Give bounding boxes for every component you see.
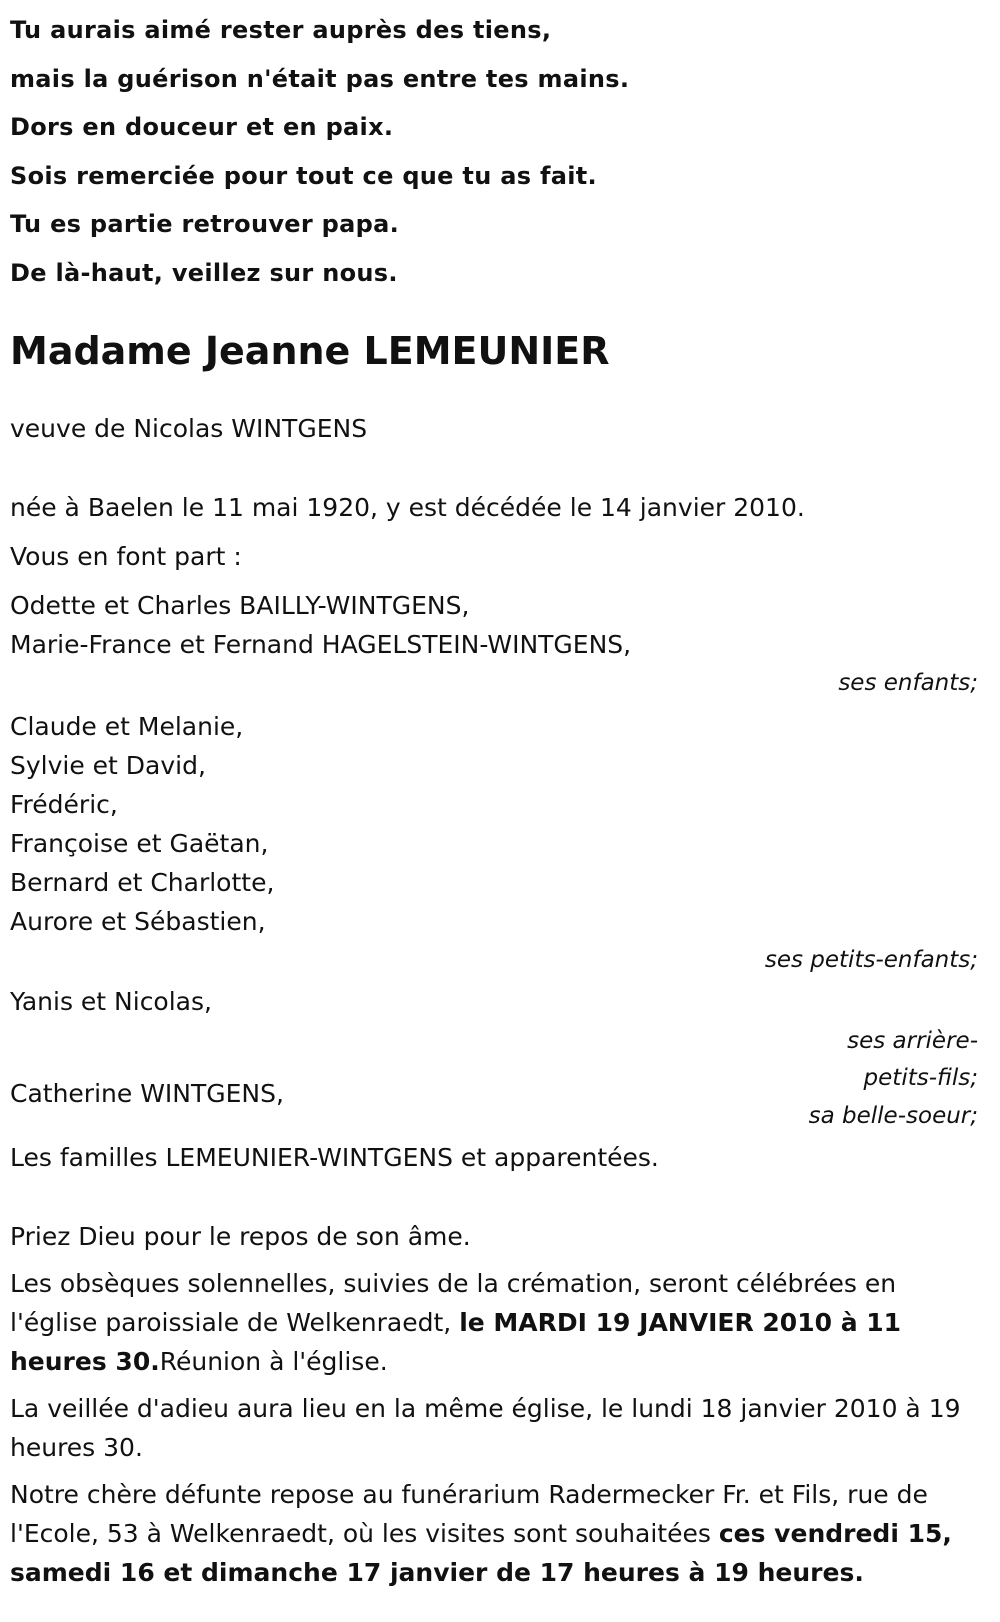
poem-line: Tu es partie retrouver papa. <box>10 210 400 238</box>
sister-in-law-role: sa belle-soeur; <box>808 1103 978 1129</box>
funeral-date: le MARDI 19 JANVIER 2010 à 11 heures 30. <box>10 1308 902 1376</box>
prayer-line: Priez Dieu pour le repos de son âme. <box>10 1222 471 1251</box>
grandchild-name: Sylvie et David, <box>10 751 206 780</box>
poem <box>10 6 980 297</box>
grandchild-name: Bernard et Charlotte, <box>10 868 275 897</box>
sister-in-law-name: Catherine WINTGENS, <box>10 1079 284 1108</box>
birth-death: née à Baelen le 11 mai 1920, y est décédée le 14 janvier 2010. <box>10 493 805 522</box>
poem-line: mais la guérison n'était pas entre tes mains. <box>10 64 630 93</box>
grandchild-name: Claude et Melanie, <box>10 712 244 741</box>
child-name: Odette et Charles BAILLY-WINTGENS, <box>10 591 470 620</box>
deceased-name: Madame Jeanne LEMEUNIER <box>10 329 610 373</box>
vigil-paragraph: La veillée d'adieu aura lieu en la même église, le lundi 18 janvier 2010 à 19 heures 30. <box>10 1394 961 1462</box>
funeral-meeting: Réunion à l'église. <box>159 1347 388 1376</box>
grandchild-name: Aurore et Sébastien, <box>10 907 266 936</box>
visits-paragraph <box>10 1475 970 1592</box>
great-grandchildren-role: ses arrière- <box>847 1028 978 1054</box>
children-role: ses enfants; <box>838 670 978 696</box>
children-group <box>10 586 980 703</box>
poem-line: De là-haut, veillez sur nous. <box>10 258 398 287</box>
grandchild-name: Françoise et Gaëtan, <box>10 829 269 858</box>
visits-text: Notre chère défunte repose au funérarium Radermecker Fr. et Fils, rue de l'Ecole, 53 à Welkenraedt, où les visites sont souhaitées <box>10 1480 928 1548</box>
poem-line: Dors en douceur et en paix. <box>10 113 394 141</box>
great-grandchildren-role: petits-fils; <box>863 1065 978 1091</box>
visits-times: ces vendredi 15, samedi 16 et dimanche 17 janvier de 17 heures à 19 heures. <box>10 1519 952 1587</box>
grandchild-name: Frédéric, <box>10 790 118 819</box>
announce-line: Vous en font part : <box>10 542 242 571</box>
sister-in-law-group <box>10 1074 980 1136</box>
child-name: Marie-France et Fernand HAGELSTEIN-WINTGENS, <box>10 630 632 659</box>
families-line: Les familles LEMEUNIER-WINTGENS et apparentées. <box>10 1143 659 1172</box>
funeral-text: Les obsèques solennelles, suivies de la crémation, seront célébrées en l'église paroissiale de Welkenraedt, <box>10 1269 897 1337</box>
poem-line: Tu aurais aimé rester auprès des tiens, <box>10 16 552 44</box>
obituary-notice <box>0 6 1000 1592</box>
widow-of: veuve de Nicolas WINTGENS <box>10 414 368 443</box>
great-grandchild-name: Yanis et Nicolas, <box>10 987 212 1016</box>
poem-line: Sois remerciée pour tout ce que tu as fait. <box>10 161 597 190</box>
funeral-paragraph <box>10 1264 970 1381</box>
grandchildren-role: ses petits-enfants; <box>764 947 978 973</box>
grandchildren-group <box>10 707 980 980</box>
